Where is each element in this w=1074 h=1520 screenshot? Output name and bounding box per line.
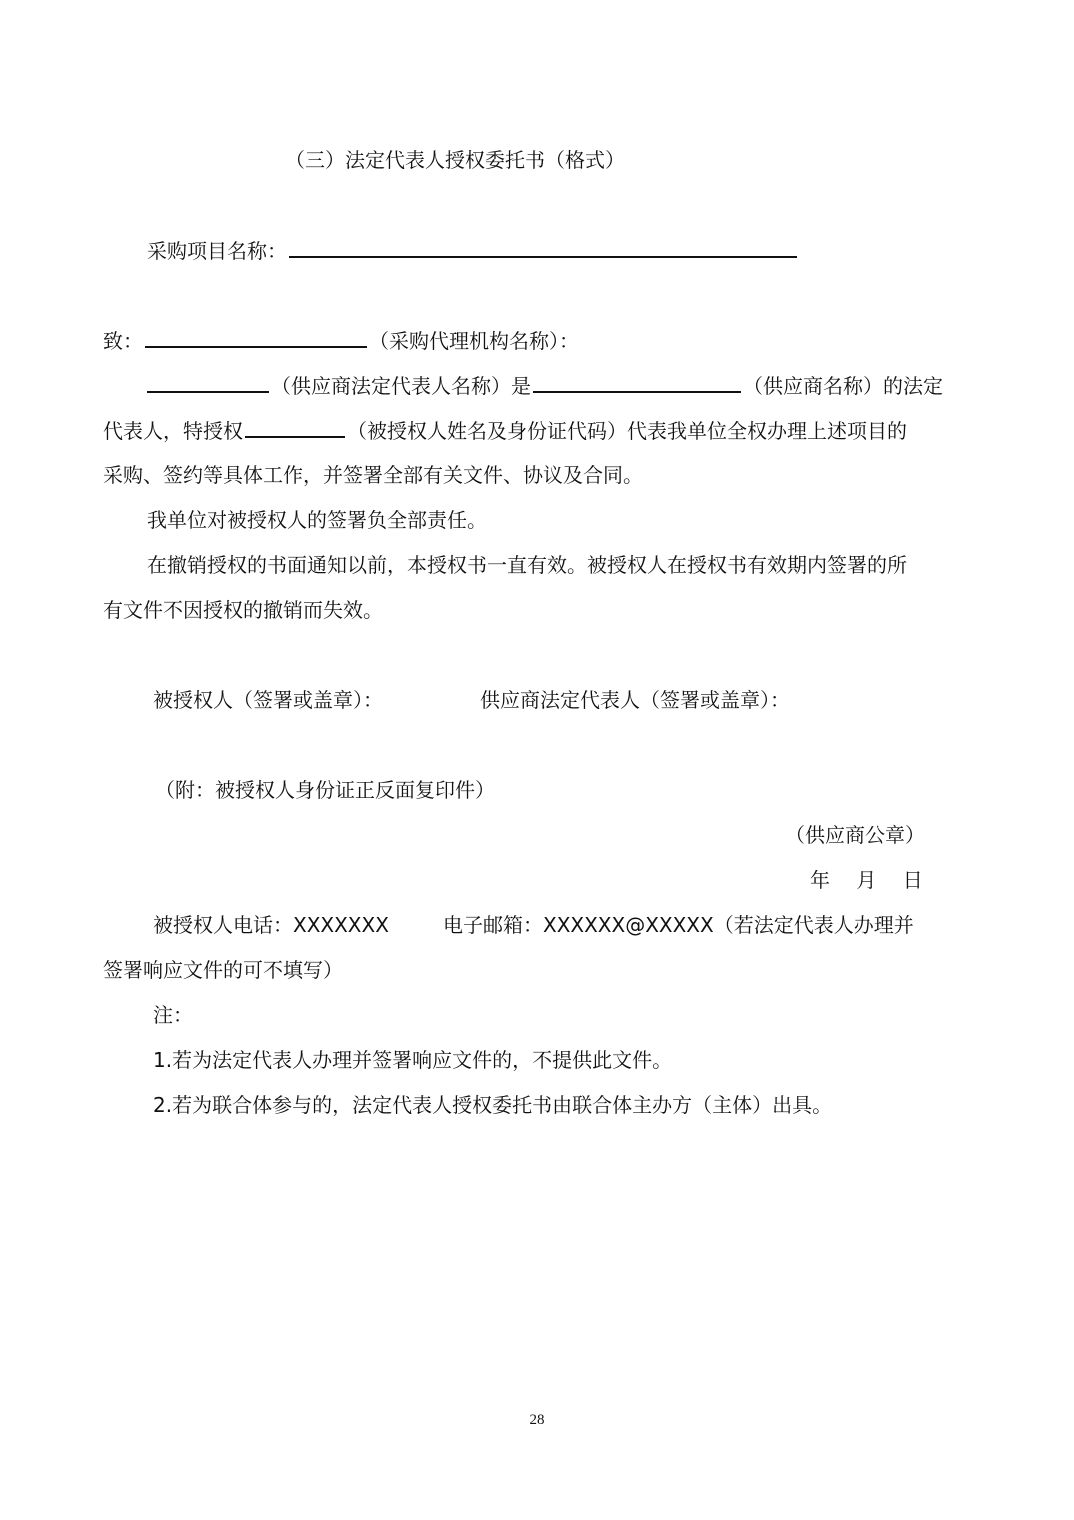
agency-name-blank bbox=[145, 328, 367, 348]
agent-email: 电子邮箱：XXXXXX@XXXXX（若法定代表人办理并 bbox=[443, 913, 914, 937]
project-name-line bbox=[147, 238, 799, 263]
para1-text: 代表人，特授权 bbox=[103, 419, 243, 443]
document-title: （三）法定代表人授权委托书（格式） bbox=[285, 148, 625, 172]
agent-name-blank bbox=[245, 418, 345, 438]
para1-text: （供应商名称）的法定 bbox=[743, 374, 943, 398]
agent-phone: 被授权人电话：XXXXXXX bbox=[153, 913, 389, 937]
project-name-label: 采购项目名称： bbox=[147, 239, 287, 263]
para1-text: （供应商法定代表人名称）是 bbox=[271, 374, 531, 398]
attachment-note: （附：被授权人身份证正反面复印件） bbox=[155, 778, 495, 802]
para1-line3: 采购、签约等具体工作，并签署全部有关文件、协议及合同。 bbox=[103, 463, 643, 487]
para1-line1 bbox=[147, 373, 943, 398]
agent-signature-label: 被授权人（签署或盖章）： bbox=[153, 688, 383, 712]
page-number: 28 bbox=[529, 1412, 545, 1428]
note-item-1: 1.若为法定代表人办理并签署响应文件的，不提供此文件。 bbox=[153, 1048, 673, 1072]
project-name-blank bbox=[289, 238, 797, 258]
to-suffix: （采购代理机构名称）： bbox=[369, 329, 579, 353]
rep-signature-label: 供应商法定代表人（签署或盖章）： bbox=[480, 688, 790, 712]
para1-text: （被授权人姓名及身份证代码）代表我单位全权办理上述项目的 bbox=[347, 419, 907, 443]
para3-line2: 有文件不因授权的撤销而失效。 bbox=[103, 598, 383, 622]
para3-line1: 在撤销授权的书面通知以前，本授权书一直有效。被授权人在授权书有效期内签署的所 bbox=[147, 553, 907, 577]
para1-line2 bbox=[103, 418, 907, 443]
to-label: 致： bbox=[103, 329, 143, 353]
addressee-line bbox=[103, 328, 579, 353]
para2: 我单位对被授权人的签署负全部责任。 bbox=[147, 508, 487, 532]
contact-note: 签署响应文件的可不填写） bbox=[103, 958, 343, 982]
date-line: 年 月 日 bbox=[810, 868, 923, 892]
note-item-2: 2.若为联合体参与的，法定代表人授权委托书由联合体主办方（主体）出具。 bbox=[153, 1093, 833, 1117]
rep-name-blank bbox=[147, 373, 269, 393]
note-label: 注： bbox=[153, 1003, 193, 1027]
supplier-seal: （供应商公章） bbox=[785, 823, 925, 847]
supplier-name-blank bbox=[533, 373, 741, 393]
